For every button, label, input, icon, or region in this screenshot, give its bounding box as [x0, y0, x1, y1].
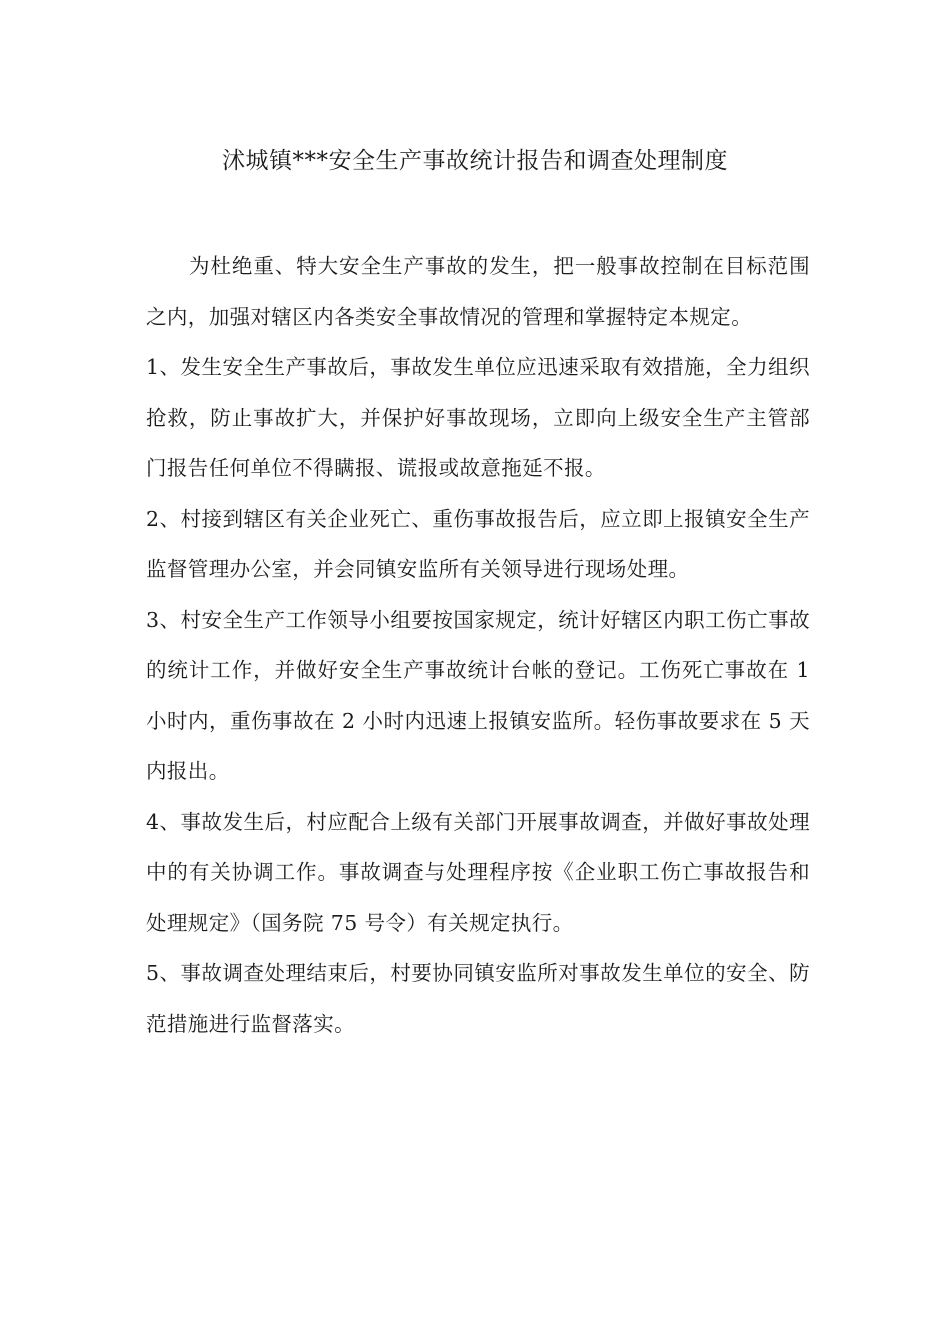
intro-paragraph: 为杜绝重、特大安全生产事故的发生，把一般事故控制在目标范围之内，加强对辖区内各类安全事故情况的管理和掌握特定本规定。 — [146, 254, 810, 329]
rule-item-5: 5、事故调查处理结束后，村要协同镇安监所对事故发生单位的安全、防范措施进行监督落实。 — [146, 961, 810, 1036]
rule-item-4: 4、事故发生后，村应配合上级有关部门开展事故调查，并做好事故处理中的有关协调工作。事故调查与处理程序按《企业职工伤亡事故报告和处理规定》（国务院 75 号令）有关规定执行。 — [146, 809, 810, 935]
document-body — [146, 241, 810, 1049]
rule-item-2: 2、村接到辖区有关企业死亡、重伤事故报告后，应立即上报镇安全生产监督管理办公室，并会同镇安监所有关领导进行现场处理。 — [146, 506, 810, 581]
document-title: 沭城镇***安全生产事故统计报告和调查处理制度 — [222, 148, 728, 174]
rule-item-1: 1、发生安全生产事故后，事故发生单位应迅速采取有效措施，全力组织抢救，防止事故扩大，并保护好事故现场，立即向上级安全生产主管部门报告任何单位不得瞒报、谎报或故意拖延不报。 — [146, 355, 810, 480]
rule-item-3: 3、村安全生产工作领导小组要按国家规定，统计好辖区内职工伤亡事故的统计工作，并做好安全生产事故统计台帐的登记。工伤死亡事故在 1 小时内，重伤事故在 2 小时内迅速上报镇安监所。轻伤事故要求在 5 天内报出。 — [146, 607, 810, 783]
